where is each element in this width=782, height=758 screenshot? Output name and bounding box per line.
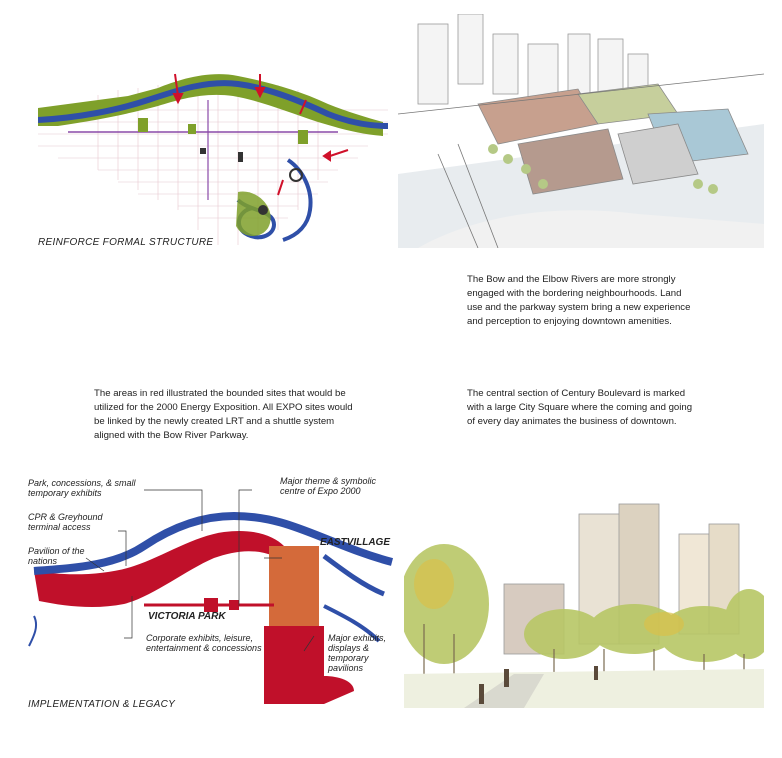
- paragraph-expo-sites: The areas in red illustrated the bounded sites that would be utilized for the 2000 Energy Exposition. All EXPO sites would be linked by the newly created LRT and a shuttle system aligned with the Bow River Parkway.: [94, 388, 353, 441]
- city-square-sketch: [404, 494, 764, 708]
- label-corporate-exhibits: Corporate exhibits, leisure, entertainment & concessions: [146, 633, 262, 653]
- caption-implementation-legacy: IMPLEMENTATION & LEGACY: [28, 699, 176, 710]
- aerial-downtown-sketch: [398, 14, 764, 248]
- label-cpr-greyhound: CPR & Greyhound terminal access: [28, 512, 103, 532]
- label-victoria-park: VICTORIA PARK: [148, 611, 226, 622]
- label-east-village: EASTVILLAGE: [320, 537, 391, 548]
- paragraph-century-boulevard: The central section of Century Boulevard is marked with a large City Square where the coming and going of every day animates the business of downtown.: [467, 388, 693, 427]
- label-major-exhibits: Major exhibits, displays & temporary pavilions: [328, 633, 387, 673]
- caption-reinforce-formal-structure: REINFORCE FORMAL STRUCTURE: [38, 237, 214, 248]
- label-park-concessions: Park, concessions, & small temporary exhibits: [28, 478, 136, 498]
- label-pavilion: Pavilion of the nations: [28, 546, 85, 566]
- label-major-theme: Major theme & symbolic centre of Expo 2000: [280, 476, 377, 496]
- paragraph-rivers: The Bow and the Elbow Rivers are more strongly engaged with the bordering neighbourhoods. Land use and the parkway system bring a new experience and perception to enjoying downtown amenities.: [467, 274, 691, 327]
- formal-structure-map: [38, 60, 388, 248]
